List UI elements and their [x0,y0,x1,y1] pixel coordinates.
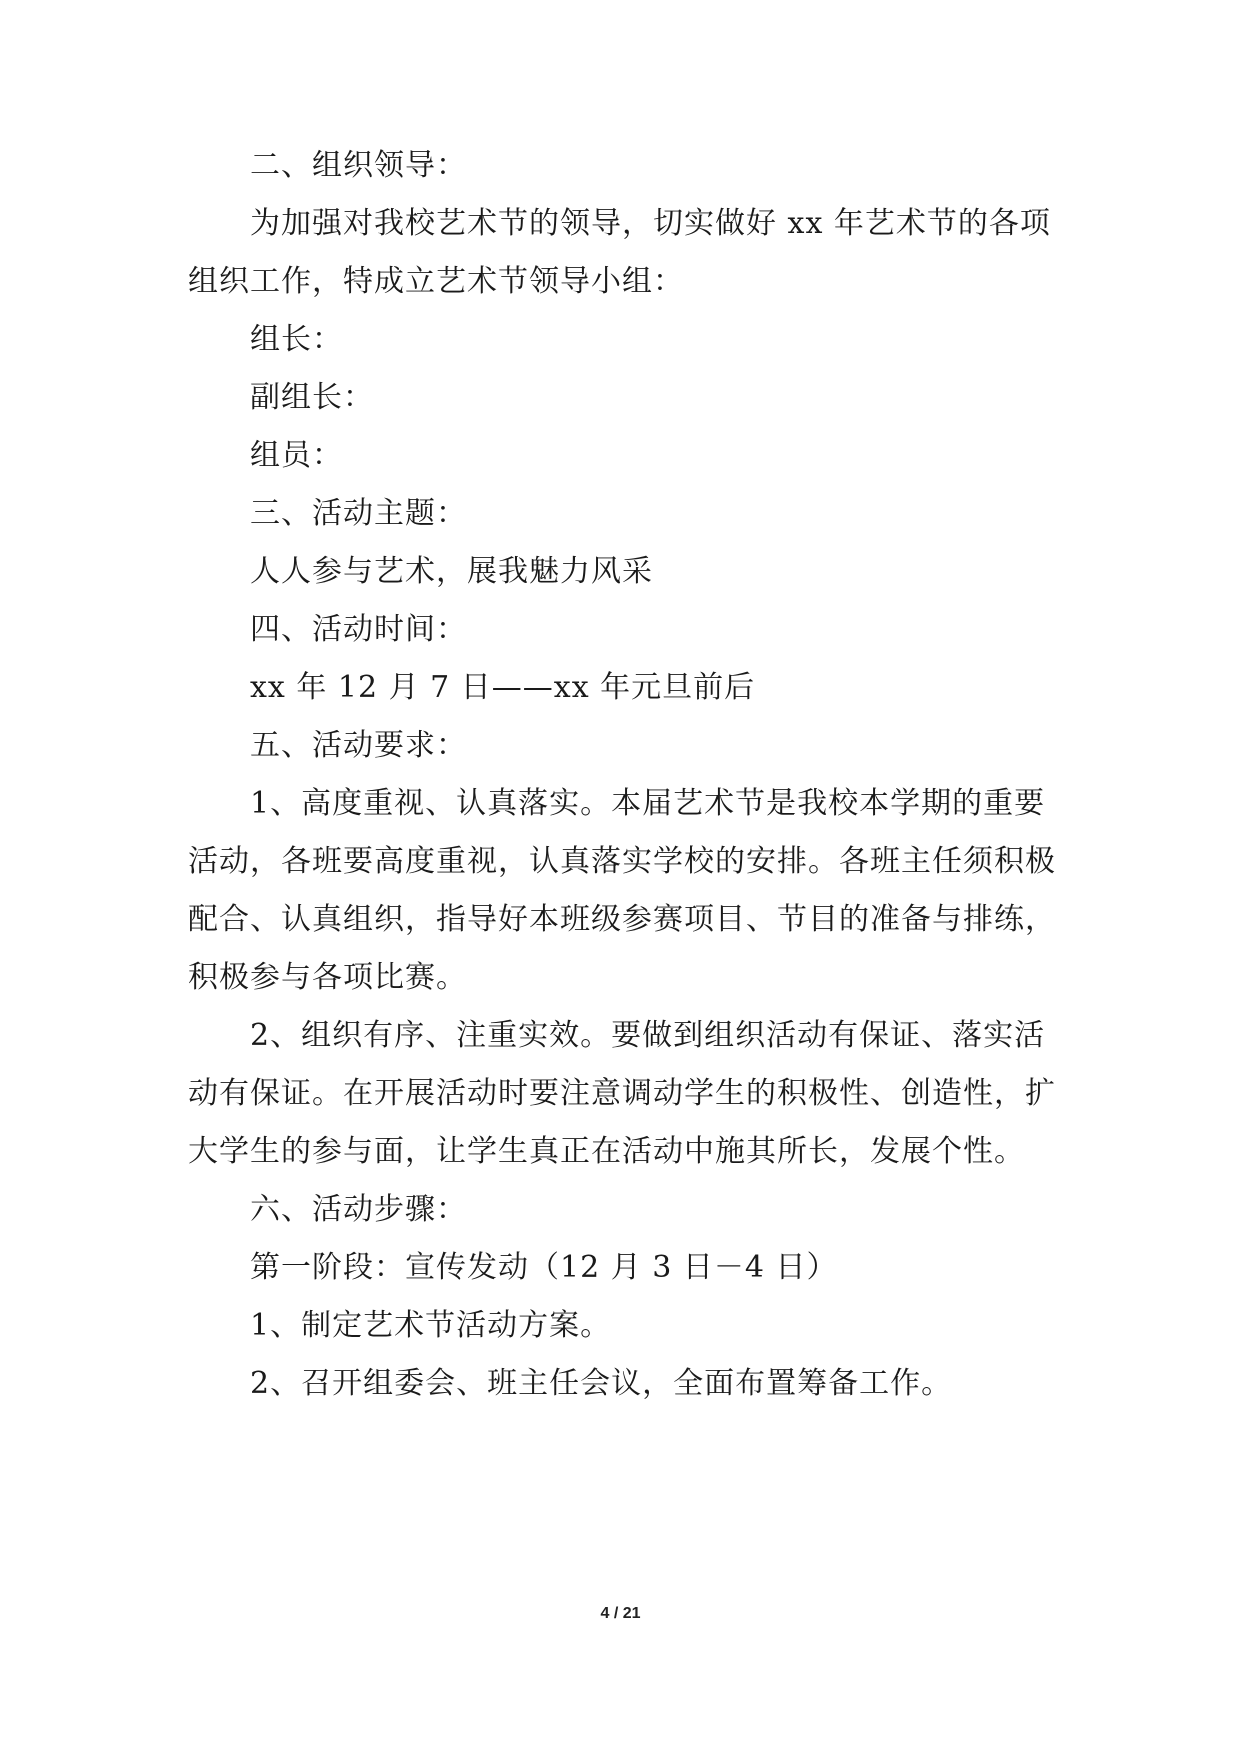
page-number: 4 / 21 [600,1605,641,1622]
group-leader-line: 组长： [250,322,343,357]
section-heading-theme: 三、活动主题： [250,496,467,531]
members-line: 组员： [250,438,343,473]
paragraph-line: 2、组织有序、注重实效。要做到组织活动有保证、落实活 [250,1018,1046,1053]
paragraph-line: 组织工作，特成立艺术节领导小组： [188,264,684,299]
paragraph-line: 动有保证。在开展活动时要注意调动学生的积极性、创造性，扩 [188,1076,1056,1111]
time-text: xx 年 12 月 7 日——xx 年元旦前后 [250,670,756,705]
paragraph-line: 1、高度重视、认真落实。本届艺术节是我校本学期的重要 [250,786,1046,821]
section-heading-steps: 六、活动步骤： [250,1192,467,1227]
deputy-leader-line: 副组长： [250,380,374,415]
section-heading-requirements: 五、活动要求： [250,728,467,763]
theme-text: 人人参与艺术，展我魅力风采 [250,554,653,589]
paragraph-line: 为加强对我校艺术节的领导，切实做好 xx 年艺术节的各项 [250,206,1051,241]
paragraph-line: 大学生的参与面，让学生真正在活动中施其所长，发展个性。 [188,1134,1025,1169]
section-heading-time: 四、活动时间： [250,612,467,647]
paragraph-line: 活动，各班要高度重视，认真落实学校的安排。各班主任须积极 [188,844,1056,879]
list-item: 2、召开组委会、班主任会议，全面布置筹备工作。 [250,1366,953,1401]
paragraph-line: 积极参与各项比赛。 [188,960,467,995]
list-item: 1、制定艺术节活动方案。 [250,1308,612,1343]
section-heading-organization: 二、组织领导： [250,148,467,183]
paragraph-line: 配合、认真组织，指导好本班级参赛项目、节目的准备与排练， [188,902,1056,937]
stage-heading: 第一阶段：宣传发动（12 月 3 日－4 日） [250,1250,838,1285]
